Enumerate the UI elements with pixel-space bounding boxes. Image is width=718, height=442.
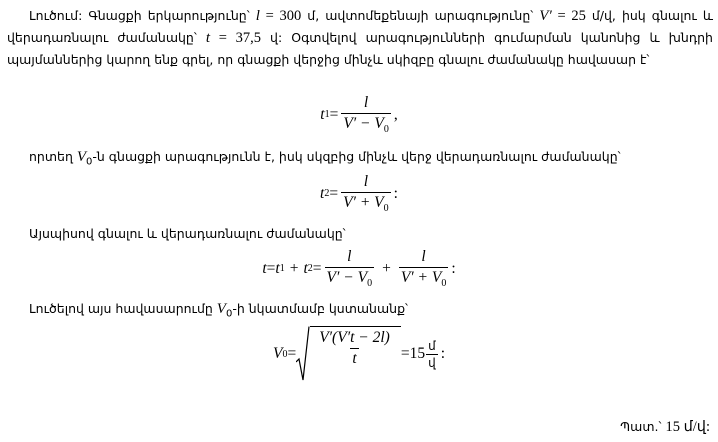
paragraph-3: Այսպիսով գնալու և վերադառնալու ժամանակը՝ [29,226,346,241]
square-root [296,326,401,382]
time-value: 37,5 [235,30,261,46]
equation-t2: t 2 = $\frac{l}{V' + V_0}$ : [320,173,398,215]
radical-sign-icon [296,326,310,382]
result-value: 15 [409,345,426,362]
length-value: 300 [279,8,302,24]
fraction: $\frac{l}{V' + V_0}$ [400,248,447,290]
equation-t1: t 1 = $\frac{l}{V' - V_0}$ , [320,94,398,136]
paragraph-4: Լուծելով այս հավասարումը $V_0-ի$ նկատմամբ կստանանք՝ [29,301,408,320]
answer [620,419,710,436]
car-speed-value: 25 [571,8,586,24]
fraction: $\frac{V'(V't - 2l)}{t}$ [319,329,390,367]
fraction: $\frac{l}{V' - V_0}$ [343,94,389,136]
fraction: $\frac{l}{V' + V_0}$ [343,173,389,215]
intro-paragraph: Լուծում: Գնացքի երկարությունը՝ l = 300 մ, ավտոմեքենայի արագությունը՝ V′ = 25 մ/վ, իսկ գնալու և վերադառնալու ժամանակը՝ t = 37,5 վ: Օգտվելով արագությունների գումարման կանոնից և խնդրի պայմաններից կարող ենք գրել, որ գնացքի վերջից մինչև սկիզբը գնալու ժամանակը հավասար է՝ [7,8,714,67]
equation-v0: V 0 = $\frac{V'(V't - 2l)}{t}$ = 15 $\frac{\text{մ}}{\text{վ}}$ : [0,326,718,382]
answer-label: Պատ.՝ [620,419,662,434]
answer-value: 15 մ/վ: [665,419,710,435]
equation-total-time: t = t 1 + t 2 = $\frac{l}{V' - V_0}$ + $\frac{l}{V' + V_0}$ : [262,248,456,290]
unit-fraction: $\frac{\text{մ}}{\text{վ}}$ [428,338,436,370]
solution-label: Լուծում: [29,8,83,23]
paragraph-2: որտեղ $V_0-ն$ գնացքի արագությունն է, իսկ սկզբից մինչև վերջ վերադառնալու ժամանակը՝ [29,149,621,168]
fraction: $\frac{l}{V' - V_0}$ [326,248,373,290]
